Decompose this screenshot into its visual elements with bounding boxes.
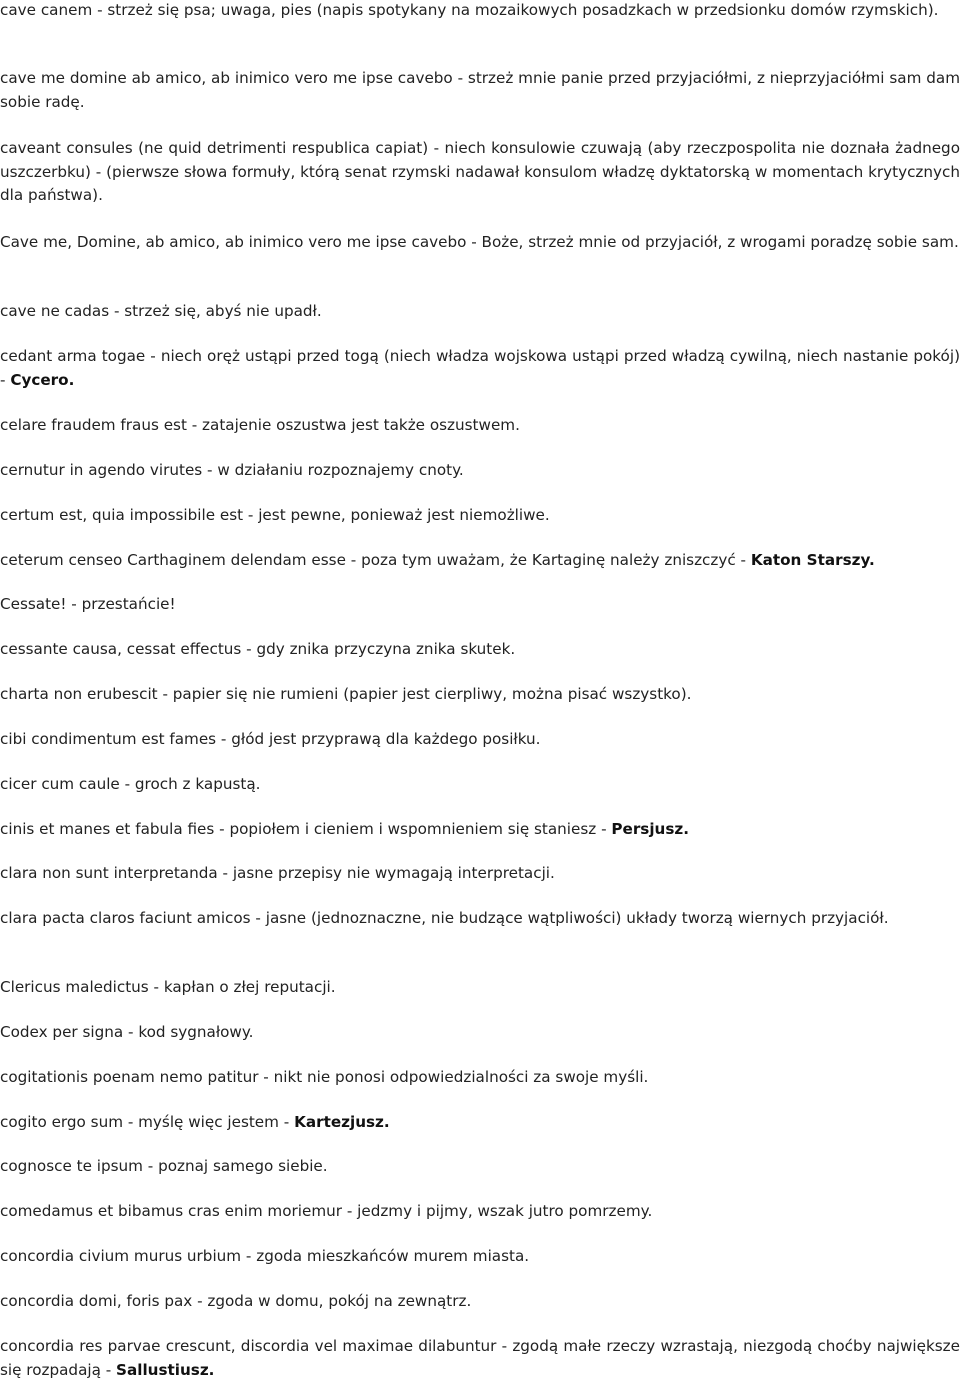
entry-cicer-cum-caule bbox=[0, 773, 960, 797]
entry-text: comedamus et bibamus cras enim moriemur - jedzmy i pijmy, wszak jutro pomrzemy. bbox=[0, 1202, 653, 1220]
entry-cogito-ergo-sum bbox=[0, 1111, 960, 1135]
entry-cessate bbox=[0, 593, 960, 617]
entry-cernutur bbox=[0, 459, 960, 483]
entry-text: Cave me, Domine, ab amico, ab inimico vero me ipse cavebo - Boże, strzeż mnie od przyjaciół, z wrogami poradzę sobie sam. bbox=[0, 233, 959, 251]
entry-concordia-domi bbox=[0, 1290, 960, 1314]
entry-certum-est bbox=[0, 504, 960, 528]
entry-cave-ne-cadas bbox=[0, 300, 960, 324]
author-name: Katon Starszy. bbox=[750, 551, 875, 569]
author-name: Kartezjusz. bbox=[294, 1113, 390, 1131]
entry-concordia-res-parvae bbox=[0, 1335, 960, 1382]
entry-comedamus-et-bibamus bbox=[0, 1200, 960, 1224]
entry-codex-per-signa bbox=[0, 1021, 960, 1045]
entry-text: cogito ergo sum - myślę więc jestem - bbox=[0, 1113, 295, 1131]
entry-text: cave me domine ab amico, ab inimico vero me ipse cavebo - strzeż mnie panie przed przyjaciółmi, z nieprzyjaciółmi sam dam sobie radę. bbox=[0, 69, 960, 111]
entry-cibi-condimentum bbox=[0, 728, 960, 752]
entry-text: cernutur in agendo virutes - w działaniu rozpoznajemy cnoty. bbox=[0, 461, 464, 479]
entry-text: cogitationis poenam nemo patitur - nikt nie ponosi odpowiedzialności za swoje myśli. bbox=[0, 1068, 649, 1086]
entry-caveant-consules bbox=[0, 137, 960, 208]
entry-text: cedant arma togae - niech oręż ustąpi przed togą (niech władza wojskowa ustąpi przed władzą cywilną, niech nastanie pokój) - bbox=[0, 347, 960, 389]
entry-text: cinis et manes et fabula fies - popiołem i cieniem i wspomnieniem się staniesz - bbox=[0, 820, 612, 838]
entry-cedant-arma-togae bbox=[0, 345, 960, 392]
entry-cogitationis-poenam bbox=[0, 1066, 960, 1090]
entry-text: cave ne cadas - strzeż się, abyś nie upadł. bbox=[0, 302, 322, 320]
entry-text: concordia res parvae crescunt, discordia vel maximae dilabuntur - zgodą małe rzeczy wzrastają, niezgodą choćby największe się rozpadają - bbox=[0, 1337, 960, 1379]
entry-text: concordia domi, foris pax - zgoda w domu, pokój na zewnątrz. bbox=[0, 1292, 472, 1310]
author-name: Persjusz. bbox=[611, 820, 690, 838]
entry-clara-non-sunt bbox=[0, 862, 960, 886]
entry-cave-canem bbox=[0, 0, 960, 23]
entry-cinis-et-manes bbox=[0, 818, 960, 842]
entry-cessante-causa bbox=[0, 638, 960, 662]
entry-text: cognosce te ipsum - poznaj samego siebie. bbox=[0, 1157, 328, 1175]
entry-text: certum est, quia impossibile est - jest pewne, ponieważ jest niemożliwe. bbox=[0, 506, 550, 524]
entry-text: charta non erubescit - papier się nie rumieni (papier jest cierpliwy, można pisać wszystko). bbox=[0, 685, 692, 703]
author-name: Sallustiusz. bbox=[116, 1360, 215, 1379]
entry-text: cave canem - strzeż się psa; uwaga, pies (napis spotykany na mozaikowych posadzkach w przedsionku domów rzymskich). bbox=[0, 1, 939, 19]
entry-text: Clericus maledictus - kapłan o złej reputacji. bbox=[0, 978, 336, 996]
entry-text: Codex per signa - kod sygnałowy. bbox=[0, 1023, 254, 1041]
entry-cognosce-te-ipsum bbox=[0, 1155, 960, 1179]
entry-text: ceterum censeo Carthaginem delendam esse - poza tym uważam, że Kartaginę należy zniszczyć - bbox=[0, 551, 751, 569]
entry-text: cicer cum caule - groch z kapustą. bbox=[0, 775, 261, 793]
entry-ceterum-censeo bbox=[0, 549, 960, 573]
entry-text: Cessate! - przestańcie! bbox=[0, 595, 176, 613]
entry-text: cibi condimentum est fames - głód jest przyprawą dla każdego posiłku. bbox=[0, 730, 541, 748]
entry-text: concordia civium murus urbium - zgoda mieszkańców murem miasta. bbox=[0, 1247, 530, 1265]
entry-celare-fraudem bbox=[0, 414, 960, 438]
entry-text: cessante causa, cessat effectus - gdy znika przyczyna znika skutek. bbox=[0, 640, 516, 658]
entry-text: clara pacta claros faciunt amicos - jasne (jednoznaczne, nie budzące wątpliwości) układy tworzą wiernych przyjaciół. bbox=[0, 909, 889, 927]
entry-clericus-maledictus bbox=[0, 976, 960, 1000]
entry-clara-pacta bbox=[0, 907, 960, 931]
entry-cave-me-domine-2 bbox=[0, 231, 960, 255]
entry-text: caveant consules (ne quid detrimenti respublica capiat) - niech konsulowie czuwają (aby rzeczpospolita nie doznała żadnego uszczerbku) - (pierwsze słowa formuły, którą senat rzymski nadawał konsulom władzę dyktatorską w momentach krytycznych dla państwa). bbox=[0, 139, 960, 204]
entry-concordia-civium bbox=[0, 1245, 960, 1269]
entry-cave-me-domine bbox=[0, 67, 960, 114]
entry-text: clara non sunt interpretanda - jasne przepisy nie wymagają interpretacji. bbox=[0, 864, 555, 882]
author-name: Cycero. bbox=[10, 370, 75, 389]
entry-charta-non-erubescit bbox=[0, 683, 960, 707]
entry-text: celare fraudem fraus est - zatajenie oszustwa jest także oszustwem. bbox=[0, 416, 520, 434]
